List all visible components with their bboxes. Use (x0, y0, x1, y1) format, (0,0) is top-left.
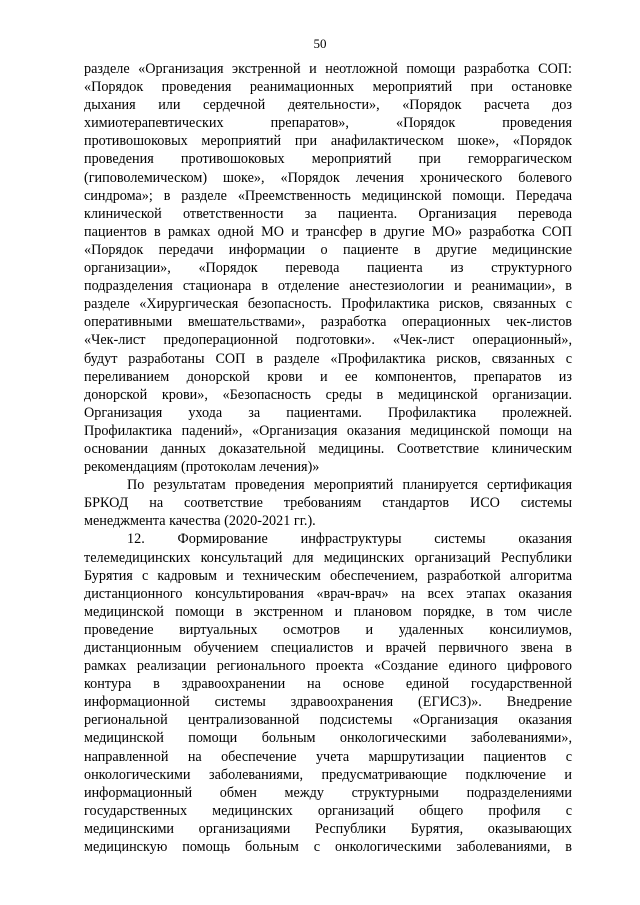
text-line: онкологическими заболеваниями, предусматривающие подключение и (84, 766, 572, 783)
text-line: рамках реализации регионального проекта «Создание единого цифрового (84, 658, 572, 675)
text-line: рекомендациям (протоколам лечения)» (84, 459, 320, 476)
text-line: химиотерапевтических препаратов», «Порядок проведения (84, 115, 572, 132)
text-line: Профилактика падений», «Организация оказания медицинской помощи на (84, 422, 572, 439)
text-line: региональной централизованной подсистемы «Организация оказания (84, 712, 572, 729)
text-line: переливанием донорской крови и ее компонентов, препаратов из (84, 368, 572, 385)
text-line: дистанционным обучением специалистов и врачей первичного звена в (84, 640, 572, 656)
text-line: «Порядок передачи информации о пациенте в другие медицинские (84, 241, 572, 258)
text-line: синдрома»; в разделе «Преемственность медицинской помощи. Передача (84, 187, 572, 204)
text-line: противошоковых мероприятий при анафилактическом шоке», «Порядок (84, 133, 572, 150)
page-number: 50 (313, 36, 327, 51)
text-line: государственных медицинских организаций общего профиля с (84, 802, 572, 819)
text-line: организации», «Порядок перевода пациента из структурного (84, 260, 572, 277)
text-line: донорской крови», «Безопасность среды в медицинской организации. (84, 386, 572, 403)
document-body (84, 60, 572, 856)
text-line: разделе «Хирургическая безопасность. Профилактика рисков, связанных с (84, 296, 572, 313)
text-line: информационной системы здравоохранения (ЕГИСЗ)». Внедрение (84, 694, 572, 711)
text-line: Организация ухода за пациентами. Профилактика пролежней. (84, 404, 572, 421)
text-line: основании данных доказательной медицины. Соответствие клиническим (84, 440, 572, 457)
text-line: По результатам проведения мероприятий планируется сертификация (127, 477, 572, 494)
text-line: будут разработаны СОП в разделе «Профилактика рисков, связанных с (84, 350, 572, 367)
text-line: медицинскую помощь больным с онкологическими заболеваниями, в (84, 839, 572, 856)
text-line: клинической ответственности за пациента. Организация перевода (84, 205, 572, 222)
text-line: 12. Формирование инфраструктуры системы оказания (127, 531, 572, 548)
text-line: контура в здравоохранении на основе единой государственной (84, 676, 572, 693)
text-line: проведение виртуальных осмотров и удаленных консилиумов, (84, 621, 572, 638)
text-line: дыхания или сердечной деятельности», «Порядок расчета доз (84, 97, 572, 114)
text-line: медицинскими организациями Республики Бурятия, оказывающих (84, 820, 572, 837)
text-line: дистанционного консультирования «врач-врач» на всех этапах оказания (84, 585, 572, 602)
text-line: «Чек-лист предоперационной подготовки». «Чек-лист операционный», (84, 332, 572, 349)
text-line: телемедицинских консультаций для медицинских организаций Республики (84, 549, 572, 566)
text-line: проведения противошоковых мероприятий при геморрагическом (84, 151, 572, 168)
text-line: медицинской помощи в экстренном и плановом порядке, в том числе (84, 603, 572, 620)
text-line: БРКОД на соответствие требованиям стандартов ИСО системы (84, 495, 572, 512)
text-line: направленной на обеспечение учета маршрутизации пациентов с (84, 748, 572, 765)
text-line: пациентов в рамках одной МО и трансфер в другие МО» разработка СОП (84, 223, 572, 240)
text-line: (гиповолемическом) шоке», «Порядок лечения хронического болевого (84, 169, 572, 186)
text-line: «Порядок проведения реанимационных мероприятий при остановке (84, 79, 572, 96)
text-line: Бурятия с кадровым и техническим обеспечением, разработкой алгоритма (84, 567, 572, 584)
text-line: разделе «Организация экстренной и неотложной помощи разработка СОП: (84, 61, 572, 77)
text-line: менеджмента качества (2020-2021 гг.). (84, 513, 316, 530)
text-line: медицинской помощи больным онкологическими заболеваниями», (84, 730, 572, 747)
text-line: информационный обмен между структурными подразделениями (84, 784, 572, 801)
text-line: подразделения стационара в отделение анестезиологии и реанимации», в (84, 278, 572, 295)
text-line: оперативными вмешательствами», разработка операционных чек-листов (84, 314, 572, 331)
